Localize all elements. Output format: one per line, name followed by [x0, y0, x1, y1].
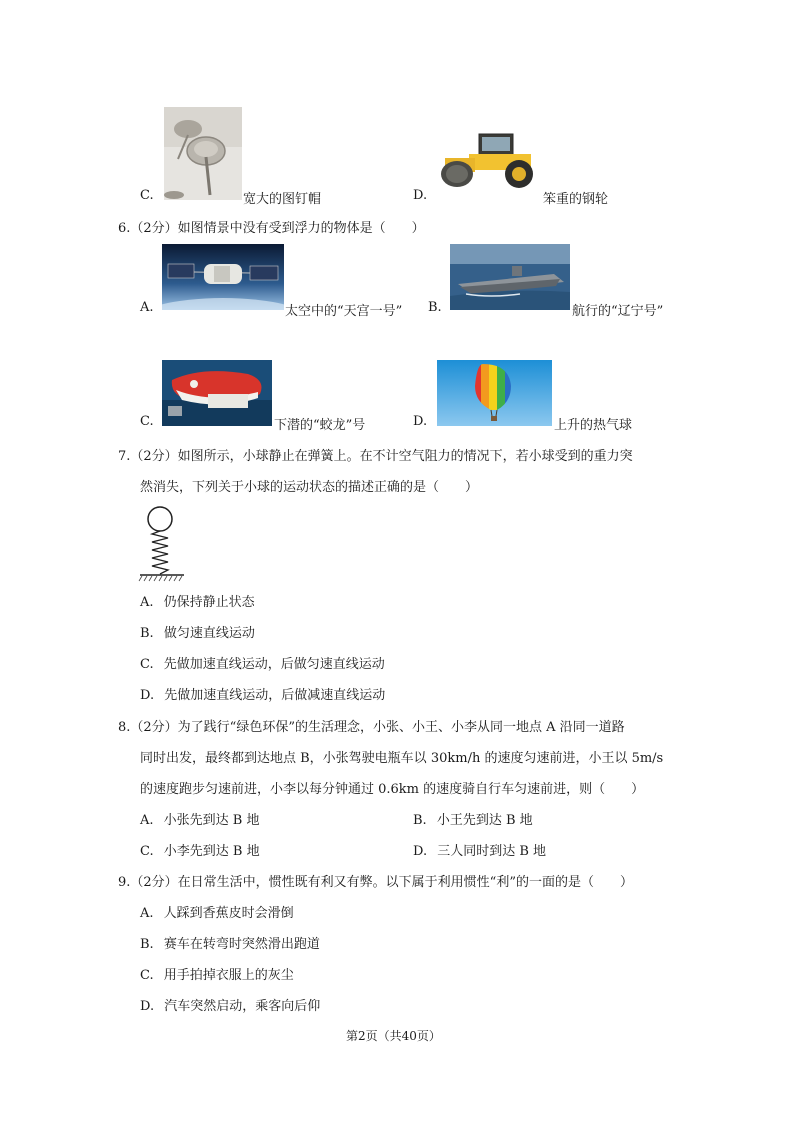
- q7-option-d-letter: D.: [140, 688, 155, 703]
- q9-option-c[interactable]: [140, 964, 294, 983]
- q5-option-d-text: 笨重的钢轮: [543, 192, 609, 207]
- q9-option-b-letter: B.: [140, 937, 154, 952]
- tiangong-photo: [162, 244, 284, 310]
- q7-option-b[interactable]: [140, 622, 255, 641]
- q9-stem: 9.（2分）在日常生活中，惯性既有利又有弊。以下属于利用惯性“利”的一面的是（ ）: [118, 875, 633, 890]
- q8-option-c-letter: C.: [140, 844, 154, 859]
- q6-stem: 6.（2分）如图情景中没有受到浮力的物体是（ ）: [118, 221, 425, 236]
- q6-option-c-letter: C.: [140, 414, 154, 429]
- q6-option-b-letter: B.: [428, 300, 442, 315]
- thumbtack-photo: [164, 107, 242, 200]
- q6-option-a-text: 太空中的“天宫一号”: [285, 304, 403, 319]
- q7-option-a[interactable]: [140, 591, 255, 610]
- q9-option-c-text: 用手拍掉衣服上的灰尘: [163, 968, 294, 983]
- ball-on-spring-diagram: [138, 504, 186, 584]
- q8-option-b-text: 小王先到达 B 地: [436, 813, 533, 828]
- hot-air-balloon-photo: [437, 360, 552, 426]
- q9-option-d-letter: D.: [140, 999, 155, 1014]
- q8-option-c-text: 小李先到达 B 地: [163, 844, 260, 859]
- q9-option-a-letter: A.: [140, 906, 154, 921]
- q8-option-b[interactable]: [413, 809, 533, 828]
- jiaolong-submersible-photo: [162, 360, 272, 426]
- q8-stem-line1: 8.（2分）为了践行“绿色环保”的生活理念，小张、小王、小李从同一地点 A 沿同一道路: [118, 720, 625, 735]
- q7-option-b-text: 做匀速直线运动: [163, 626, 255, 641]
- q8-option-a[interactable]: [140, 809, 260, 828]
- q8-option-b-letter: B.: [413, 813, 427, 828]
- q7-option-a-text: 仍保持静止状态: [163, 595, 255, 610]
- q9-option-a-text: 人踩到香蕉皮时会滑倒: [163, 906, 294, 921]
- q6-option-b-text: 航行的“辽宁号”: [572, 304, 664, 319]
- q7-option-d[interactable]: [140, 684, 385, 703]
- q7-option-c[interactable]: [140, 653, 385, 672]
- q6-option-d-text: 上升的热气球: [554, 418, 633, 433]
- q5-option-c-letter: C.: [140, 188, 154, 203]
- q7-option-d-text: 先做加速直线运动，后做减速直线运动: [164, 688, 386, 703]
- q7-stem-line2: 然消失，下列关于小球的运动状态的描述正确的是（ ）: [140, 480, 479, 495]
- q9-option-b-text: 赛车在转弯时突然滑出跑道: [163, 937, 320, 952]
- q5-option-c-text: 宽大的图钉帽: [243, 192, 322, 207]
- q8-stem-line3: 的速度跑步匀速前进，小李以每分钟通过 0.6km 的速度骑自行车匀速前进，则（ ）: [140, 782, 645, 797]
- q6-option-c-text: 下潜的“蛟龙”号: [274, 418, 366, 433]
- page-footer: 第2页（共40页）: [346, 1029, 441, 1043]
- q8-option-a-letter: A.: [140, 813, 154, 828]
- q8-option-d[interactable]: [413, 840, 546, 859]
- q8-option-a-text: 小张先到达 B 地: [163, 813, 260, 828]
- q9-option-b[interactable]: [140, 933, 320, 952]
- q7-option-a-letter: A.: [140, 595, 154, 610]
- q8-option-d-text: 三人同时到达 B 地: [437, 844, 547, 859]
- q6-option-d-letter: D.: [413, 414, 428, 429]
- q7-option-c-letter: C.: [140, 657, 154, 672]
- q8-option-c[interactable]: [140, 840, 260, 859]
- q8-option-d-letter: D.: [413, 844, 428, 859]
- q8-stem-line2: 同时出发，最终都到达地点 B，小张驾驶电瓶车以 30km/h 的速度匀速前进，小王以 5m/s: [140, 751, 664, 766]
- liaoning-carrier-photo: [450, 244, 570, 310]
- q7-stem-line1: 7.（2分）如图所示，小球静止在弹簧上。在不计空气阻力的情况下，若小球受到的重力突: [118, 449, 633, 464]
- q5-option-d-letter: D.: [413, 188, 428, 203]
- q9-option-d-text: 汽车突然启动，乘客向后仰: [164, 999, 321, 1014]
- q7-option-b-letter: B.: [140, 626, 154, 641]
- q7-option-c-text: 先做加速直线运动，后做匀速直线运动: [163, 657, 385, 672]
- q9-option-c-letter: C.: [140, 968, 154, 983]
- q6-option-a-letter: A.: [140, 300, 154, 315]
- q9-option-d[interactable]: [140, 995, 320, 1014]
- road-roller-photo: [439, 128, 541, 190]
- q9-option-a[interactable]: [140, 902, 294, 921]
